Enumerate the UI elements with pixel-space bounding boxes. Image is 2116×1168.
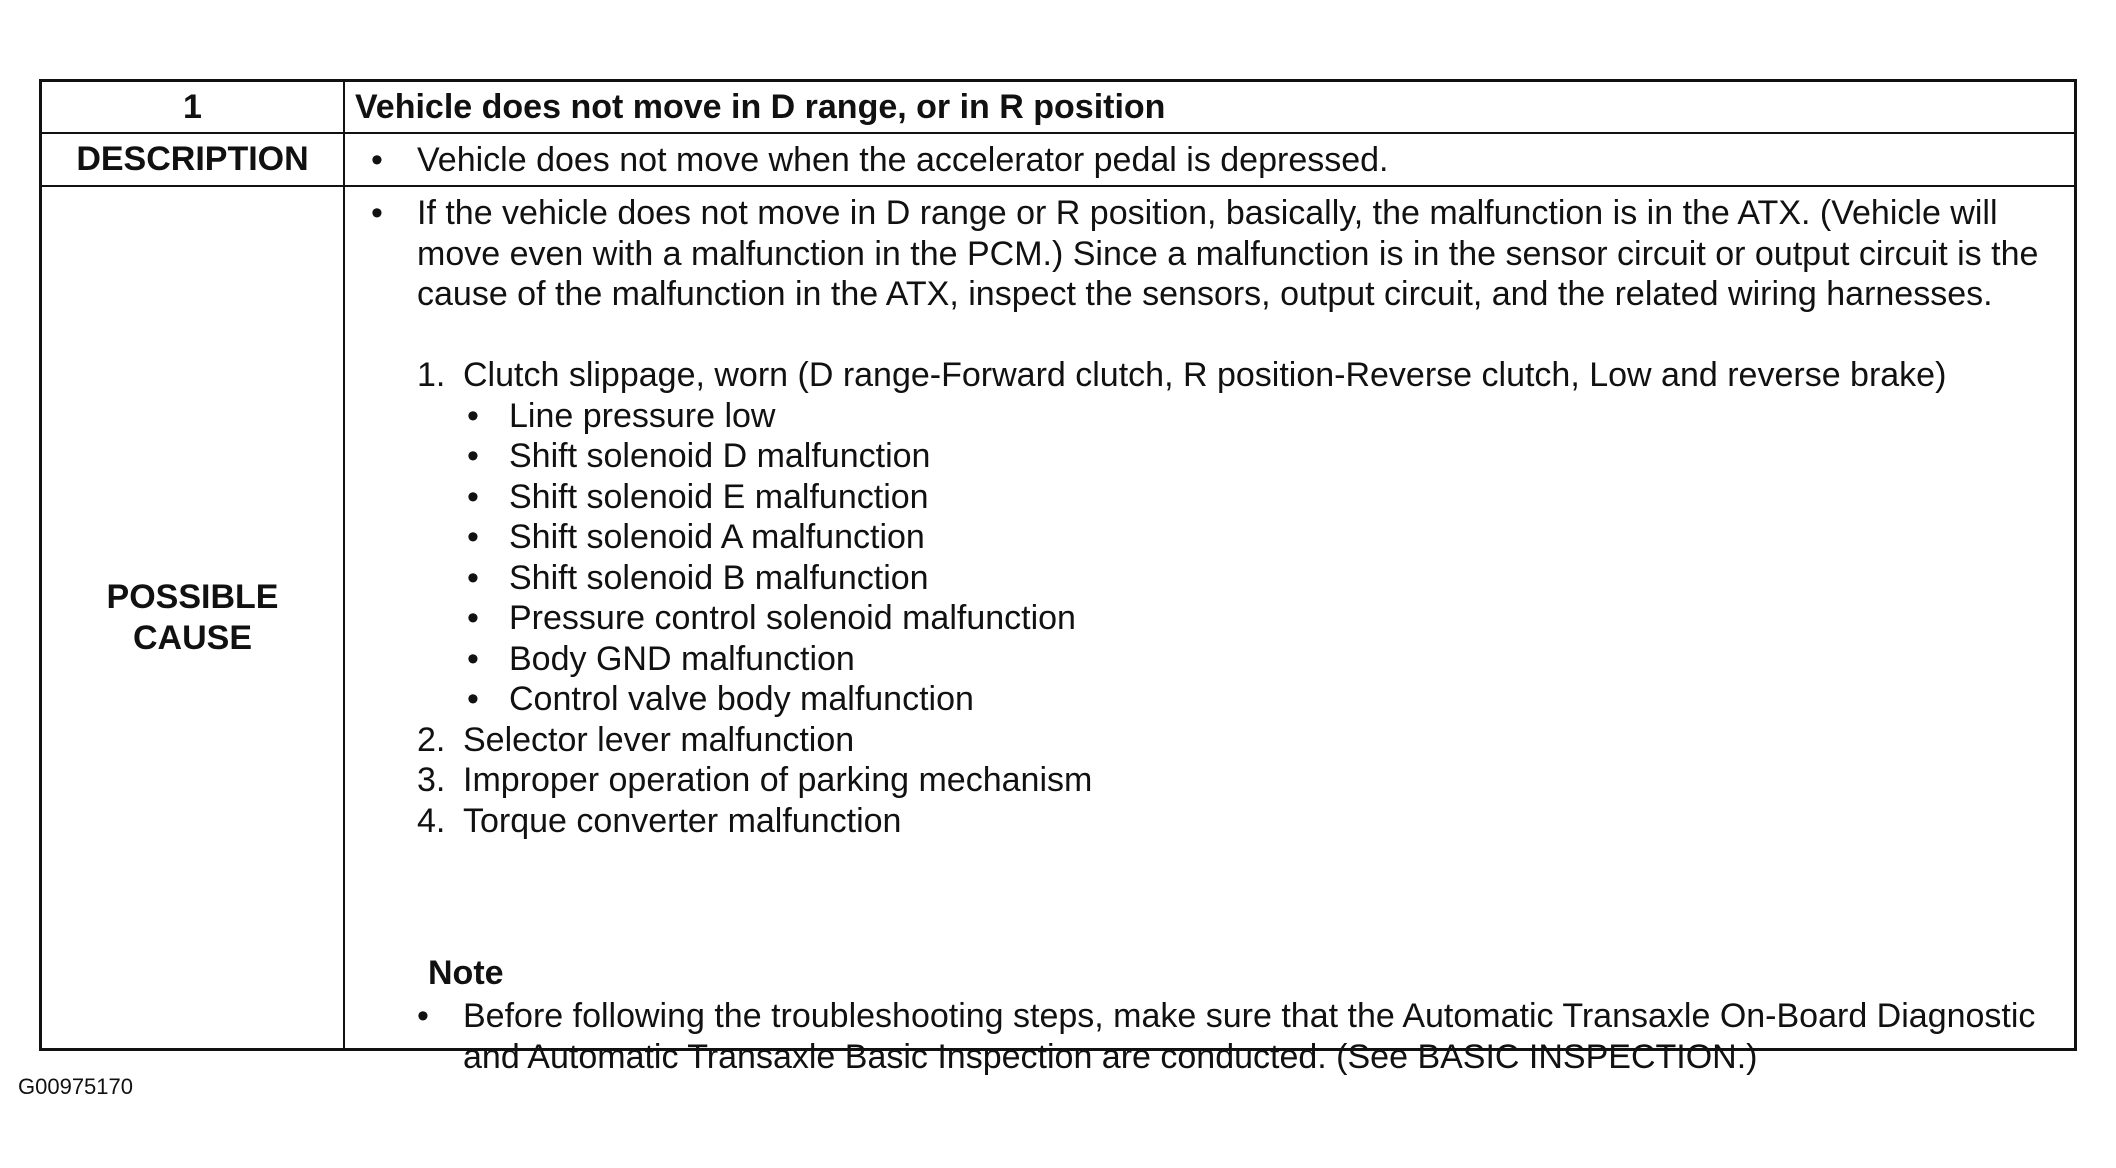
note-text: Before following the troubleshooting steps, make sure that the Automatic Transaxle On-Board Diagnostic and Automatic Transaxle Basic Inspection are conducted. (See BASIC INSPECTION.) [463,997,2036,1076]
bullet-icon: • [467,639,479,678]
sub-list-item-text: Body GND malfunction [509,639,855,678]
sub-list-item-text: Shift solenoid D malfunction [509,437,931,475]
step-number: 1 [42,82,345,132]
sub-list-item-text: Pressure control solenoid malfunction [509,599,1076,637]
possible-cause-row [42,187,2074,1076]
bullet-icon: • [467,558,479,597]
list-item [417,801,2054,842]
bullet-icon: • [371,141,383,179]
sub-list-item-text: Shift solenoid A malfunction [509,518,925,556]
list-item [417,760,2054,801]
list-item-text: Clutch slippage, worn (D range-Forward clutch, R position-Reverse clutch, Low and reverse brake) [463,356,1947,394]
sub-list-item [417,436,2054,477]
list-item-number: 4. [417,801,446,840]
sub-list-item [417,639,2054,680]
possible-cause-label [42,187,345,1048]
list-item-number: 2. [417,720,446,759]
bullet-icon: • [467,518,479,556]
description-row [42,134,2074,187]
note-heading: Note [428,954,504,992]
header-title-cell [345,82,2074,132]
sub-list-item-text: Line pressure low [509,396,776,435]
troubleshooting-table [39,79,2077,1076]
symptom-title: Vehicle does not move in D range, or in R position [355,88,1166,126]
bullet-icon: • [467,437,479,475]
bullet-icon: • [417,997,429,1035]
sub-list-item [417,558,2054,599]
sub-list-item [417,517,2054,558]
note-bullet [417,996,2054,1077]
bullet-icon: • [467,396,479,435]
cause-intro-text: If the vehicle does not move in D range or R position, basically, the malfunction is in the ATX. (Vehicle will move even with a malfunction in the PCM.) Since a malfunction is in the sensor circuit or output circuit is the cause of the malfunction in the ATX, inspect the sensors, output circuit, and the related wiring harnesses. [417,194,2039,313]
possible-cause-label-line1: POSSIBLE [106,577,279,616]
sub-list-item-text: Shift solenoid B malfunction [509,558,929,597]
possible-cause-cell [345,187,2074,1076]
list-item-text: Selector lever malfunction [463,720,855,759]
list-item-text: Torque converter malfunction [463,801,902,840]
sub-list-item [417,598,2054,639]
cause-numbered-list [417,355,2054,841]
description-label: DESCRIPTION [42,134,345,185]
sub-list-item [417,679,2054,720]
sub-list-item [417,396,2054,437]
sub-list-item [417,477,2054,518]
description-text: Vehicle does not move when the accelerator pedal is depressed. [417,141,1389,179]
bullet-icon: • [467,680,479,718]
sub-list-item-text: Shift solenoid E malfunction [509,477,929,516]
list-item [417,720,2054,761]
list-item-text: Improper operation of parking mechanism [463,761,1093,799]
table-header-row [42,82,2074,134]
cause-intro-bullet [371,193,2054,315]
possible-cause-label-line2: CAUSE [132,618,253,657]
bullet-icon: • [467,599,479,637]
list-item [417,355,2054,396]
bullet-icon: • [467,477,479,516]
description-cell [345,134,2074,185]
list-item-number: 1. [417,356,446,394]
list-item-number: 3. [417,761,446,799]
sub-list-item-text: Control valve body malfunction [509,680,974,718]
bullet-icon: • [371,194,383,232]
figure-id: G00975170 [18,1074,133,1099]
description-bullet [371,140,2054,181]
